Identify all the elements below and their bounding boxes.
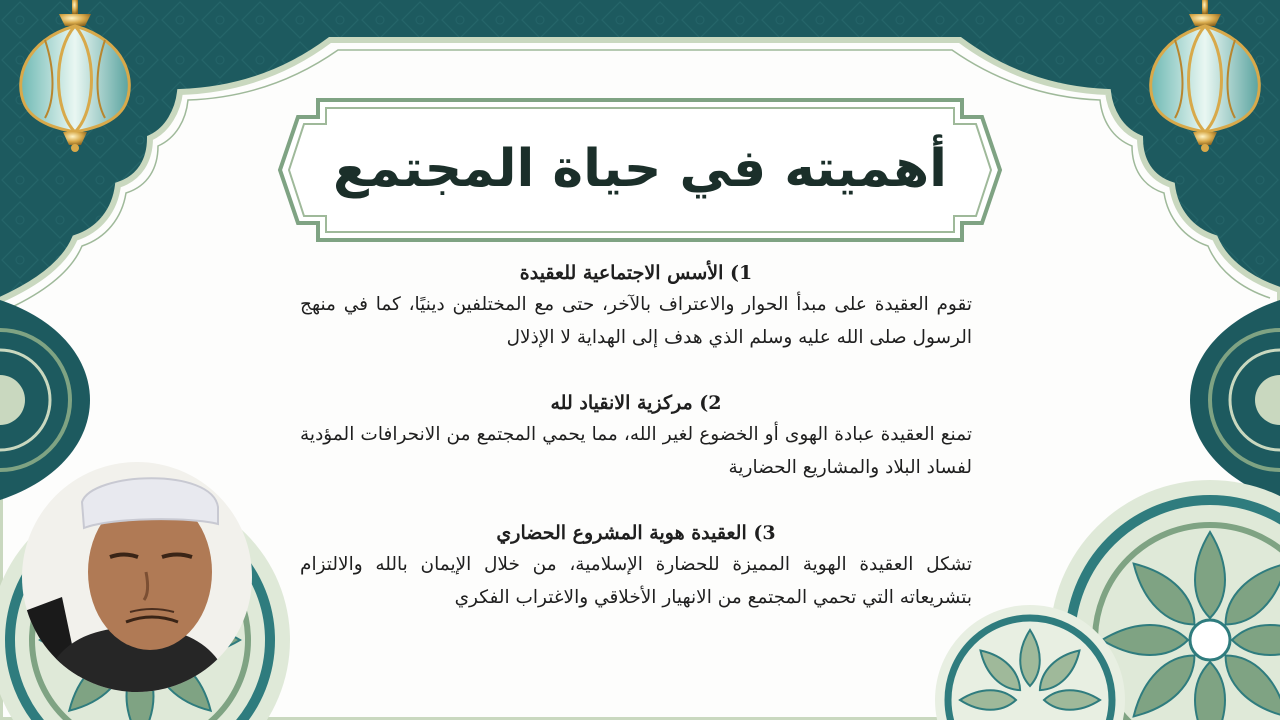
title-box <box>276 97 1004 243</box>
content-section <box>300 518 972 614</box>
presenter-avatar <box>22 462 252 692</box>
presenter-webcam <box>22 462 252 692</box>
section-body: تمنع العقيدة عبادة الهوى أو الخضوع لغير الله، مما يحمي المجتمع من الانحرافات المؤدية لفساد البلاد والمشاريع الحضارية <box>300 424 972 478</box>
section-heading: 3) العقيدة هوية المشروع الحضاري <box>496 522 776 544</box>
slide-content <box>300 258 972 648</box>
slide-title: أهميته في حياة المجتمع <box>333 139 947 199</box>
section-body: تشكل العقيدة الهوية المميزة للحضارة الإسلامية، من خلال الإيمان بالله والالتزام بتشريعاته التي تحمي المجتمع من الانهيار الأخلاقي والاغتراب الفكري <box>300 554 972 608</box>
section-heading: 1) الأسس الاجتماعية للعقيدة <box>519 262 753 284</box>
content-section <box>300 258 972 354</box>
content-section <box>300 388 972 484</box>
section-body: تقوم العقيدة على مبدأ الحوار والاعتراف بالآخر، حتى مع المختلفين دينيًا، كما في منهج الرسول صلى الله عليه وسلم الذي هدف إلى الهداية لا الإذلال <box>300 294 972 348</box>
section-heading: 2) مركزية الانقياد لله <box>550 392 722 414</box>
